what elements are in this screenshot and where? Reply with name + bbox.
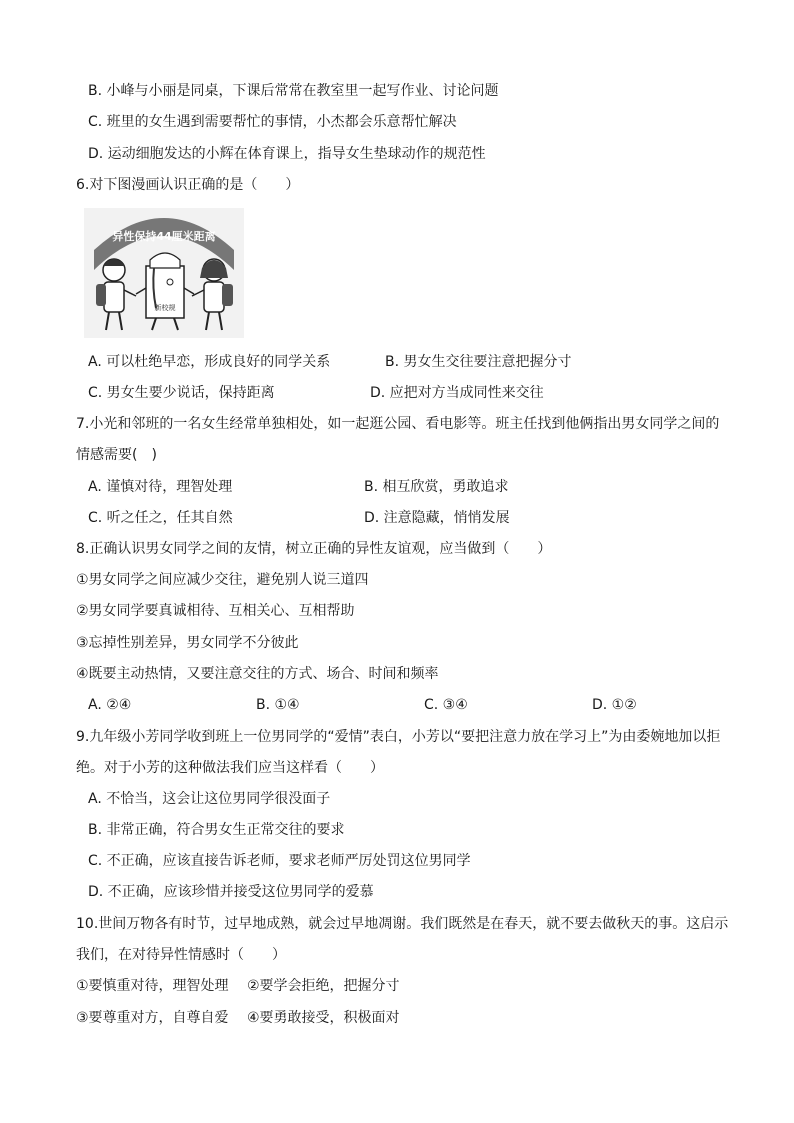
q8-statement-1: ①男女同学之间应减少交往，避免别人说三道四 — [76, 572, 369, 588]
q8-statement-4: ④既要主动热情，又要注意交往的方式、场合、时间和频率 — [76, 666, 439, 682]
q6-option-a: A. 可以杜绝早恋，形成良好的同学关系 — [88, 354, 331, 370]
q7-option-d: D. 注意隐藏，悄悄发展 — [364, 510, 510, 526]
q5-option-b: B. 小峰与小丽是同桌，下课后常常在教室里一起写作业、讨论问题 — [88, 83, 499, 99]
q7-stem-line1: 7.小光和邻班的一名女生经常单独相处，如一起逛公园、看电影等。班主任找到他俩指出男女同学之间的 — [76, 416, 720, 432]
q6-stem: 6.对下图漫画认识正确的是（ ） — [76, 177, 300, 193]
q7-option-c: C. 听之任之，任其自然 — [88, 510, 233, 526]
q9-option-a: A. 不恰当，这会让这位男同学很没面子 — [88, 791, 331, 807]
q10-stem-line1: 10.世间万物各有时节，过早地成熟，就会过早地凋谢。我们既然是在春天，就不要去做秋天的事。这启示 — [76, 916, 729, 932]
q8-option-d: D. ①② — [592, 697, 637, 713]
q10-stem-line2: 我们，在对待异性情感时（ ） — [76, 947, 286, 963]
q8-option-c: C. ③④ — [424, 697, 468, 713]
q9-stem-line2: 绝。对于小芳的这种做法我们应当这样看（ ） — [76, 760, 384, 776]
q9-option-d: D. 不正确，应该珍惜并接受这位男同学的爱慕 — [88, 884, 374, 900]
q9-option-c: C. 不正确，应该直接告诉老师，要求老师严厉处罚这位男同学 — [88, 853, 471, 869]
banner-text: 异性保持44厘米距离 — [112, 230, 216, 243]
q7-stem-line2: 情感需要( ) — [76, 447, 157, 463]
q6-option-d: D. 应把对方当成同性来交往 — [370, 385, 544, 401]
q8-option-a: A. ②④ — [88, 697, 132, 713]
q9-stem-line1: 9.九年级小芳同学收到班上一位男同学的“爱情”表白，小芳以“要把注意力放在学习上”为由委婉地加以拒 — [76, 729, 721, 745]
q8-statement-2: ②男女同学要真诚相待、互相关心、互相帮助 — [76, 603, 355, 619]
cartoon-illustration — [84, 208, 244, 338]
q8-stem: 8.正确认识男女同学之间的友情，树立正确的异性友谊观，应当做到（ ） — [76, 541, 552, 557]
q7-option-b: B. 相互欣赏，勇敢追求 — [364, 479, 509, 495]
q5-option-d: D. 运动细胞发达的小辉在体育课上，指导女生垫球动作的规范性 — [88, 146, 486, 162]
q10-statements-1-2: ①要慎重对待，理智处理 ②要学会拒绝，把握分寸 — [76, 978, 400, 994]
q6-option-c: C. 男女生要少说话，保持距离 — [88, 385, 275, 401]
q10-statements-3-4: ③要尊重对方，自尊自爱 ④要勇敢接受，积极面对 — [76, 1010, 400, 1026]
q6-option-b: B. 男女生交往要注意把握分寸 — [385, 354, 572, 370]
q7-option-a: A. 谨慎对待，理智处理 — [88, 479, 233, 495]
q8-option-b: B. ①④ — [256, 697, 300, 713]
q5-option-c: C. 班里的女生遇到需要帮忙的事情，小杰都会乐意帮忙解决 — [88, 114, 457, 130]
sign-text: 新校规 — [154, 304, 176, 312]
q9-option-b: B. 非常正确，符合男女生正常交往的要求 — [88, 822, 345, 838]
q8-statement-3: ③忘掉性别差异，男女同学不分彼此 — [76, 635, 299, 651]
